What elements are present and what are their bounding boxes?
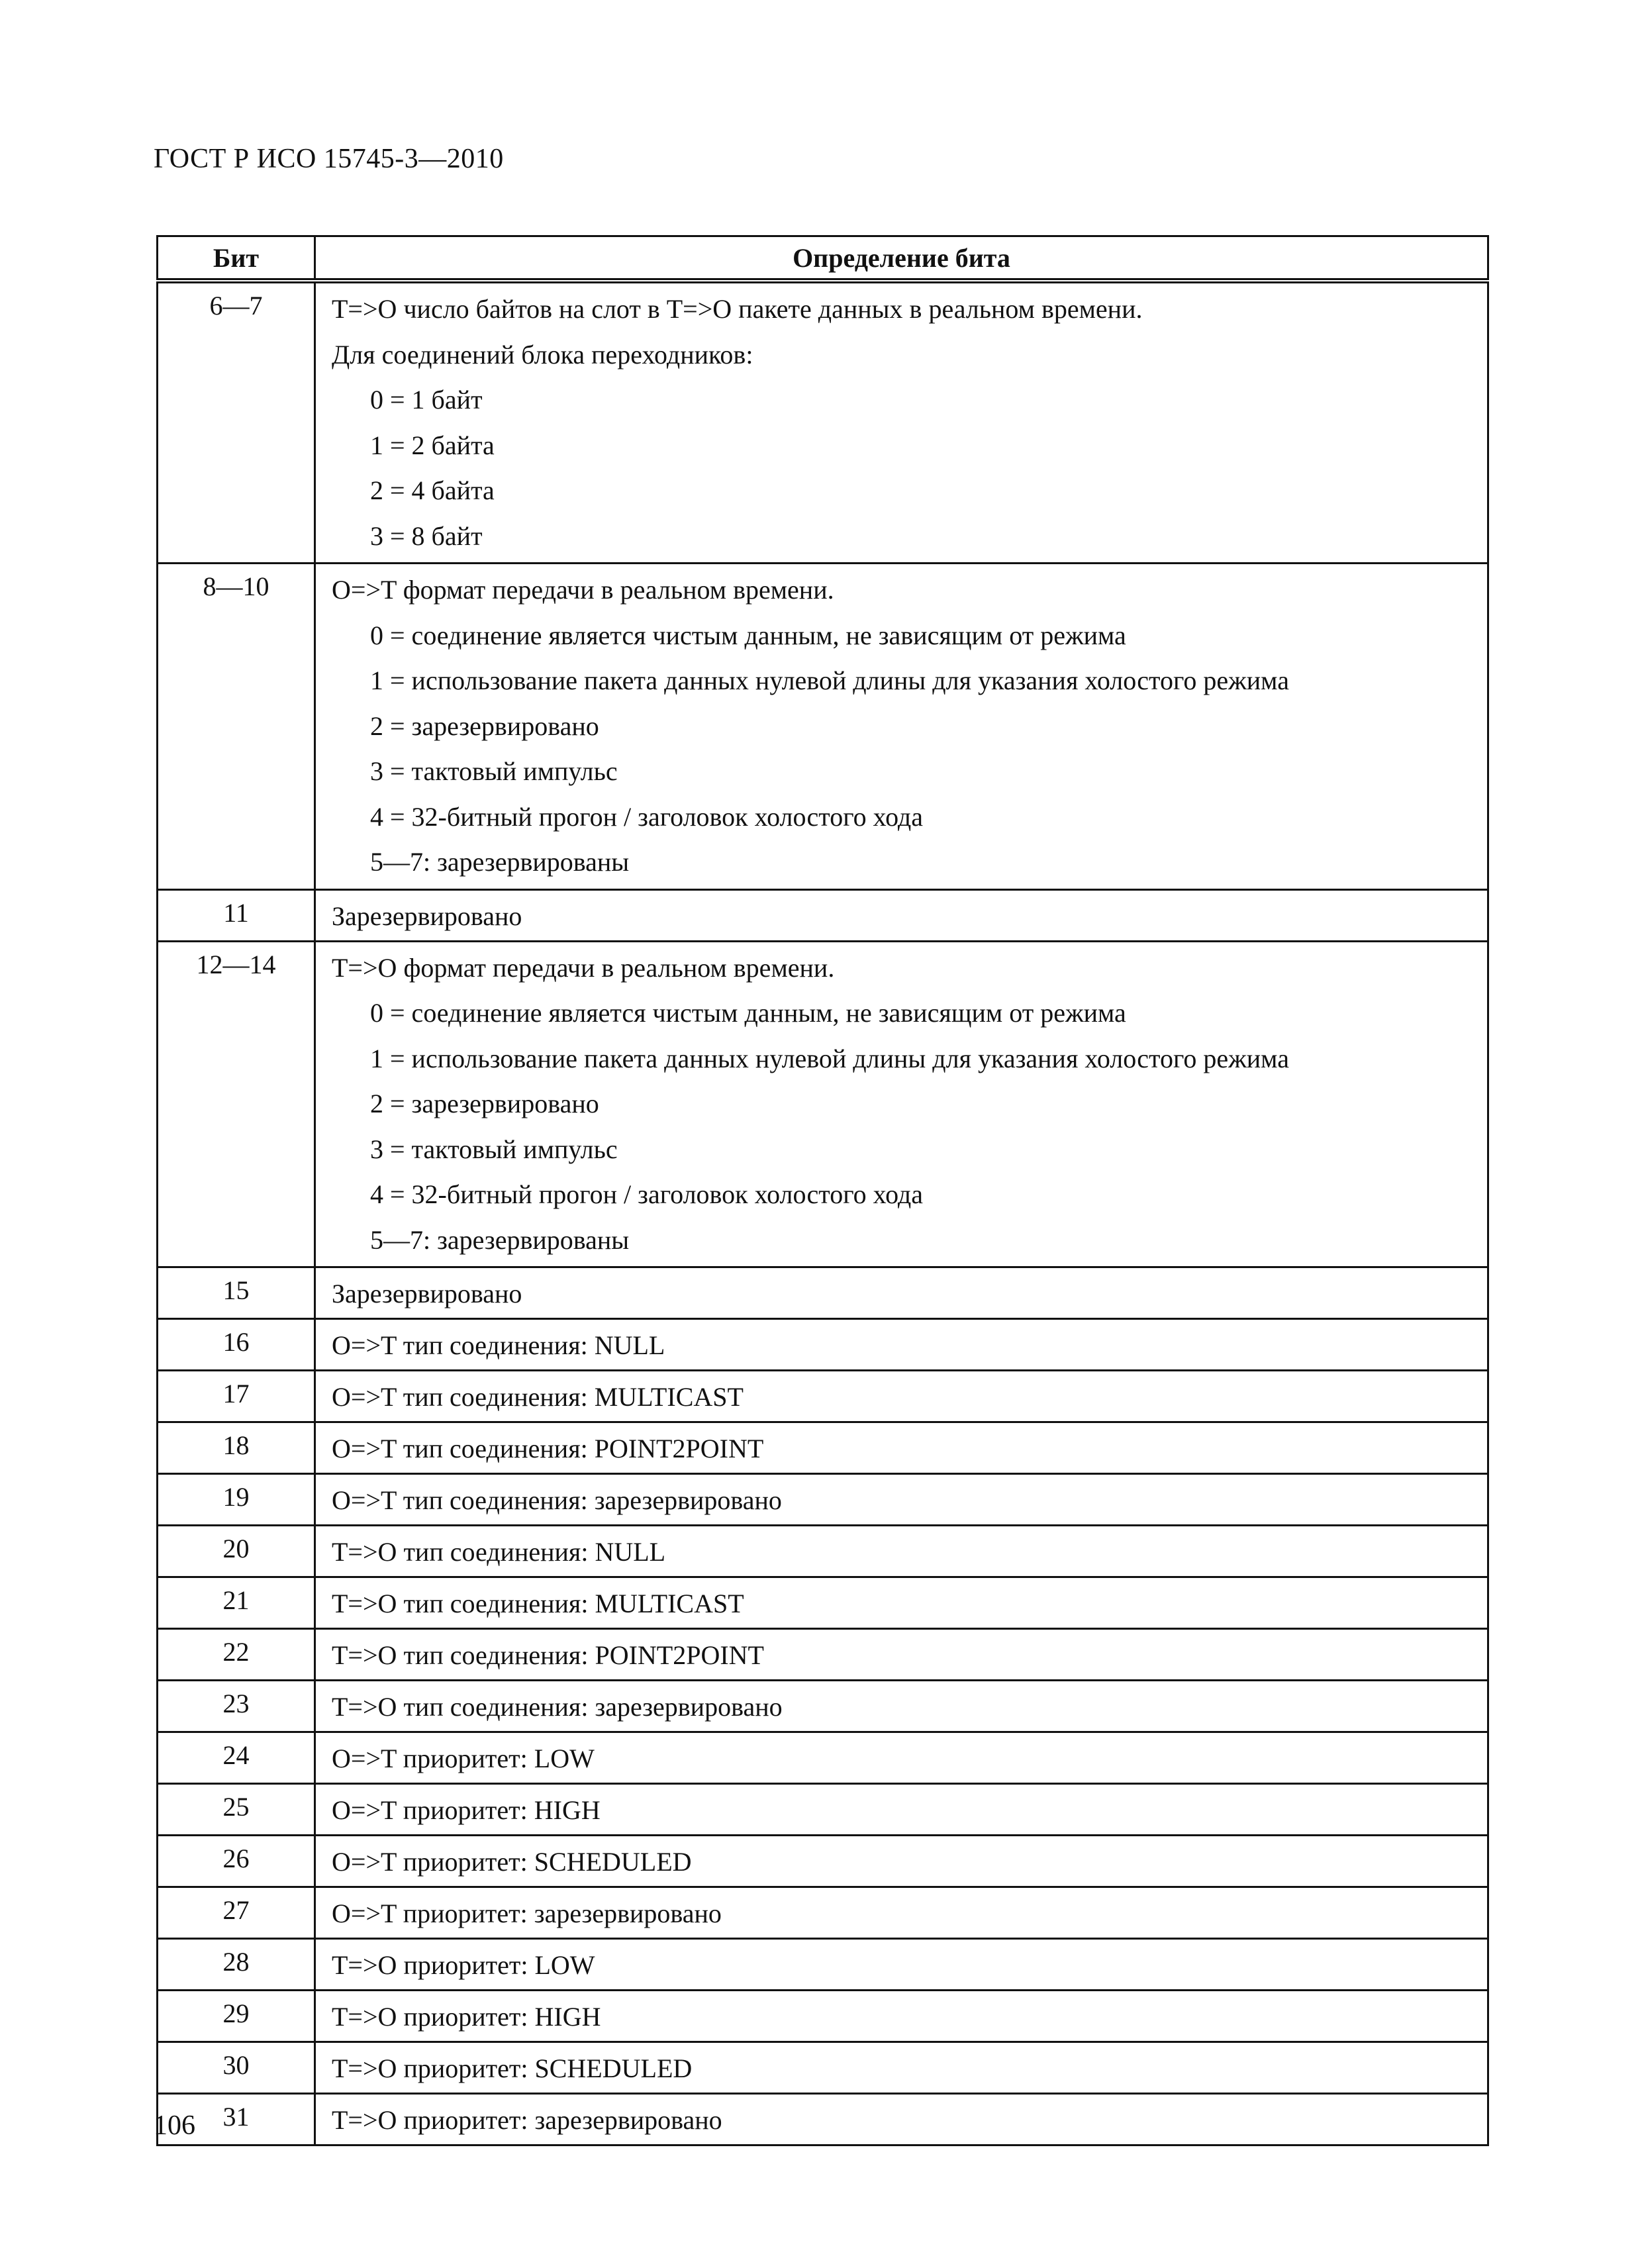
definition-cell xyxy=(315,1267,1488,1319)
bit-cell: 20 xyxy=(158,1526,315,1577)
bit-cell: 31 xyxy=(158,2094,315,2145)
definition-cell xyxy=(315,281,1488,564)
definition-line: Зарезервировано xyxy=(332,1279,522,1308)
bit-cell: 11 xyxy=(158,889,315,941)
definition-line: T=>O тип соединения: POINT2POINT xyxy=(332,1640,764,1670)
bit-cell: 24 xyxy=(158,1732,315,1784)
definition-line: T=>O тип соединения: MULTICAST xyxy=(332,1589,744,1618)
bit-cell: 12—14 xyxy=(158,941,315,1267)
definition-cell xyxy=(315,1939,1488,1991)
definition-line: O=>T тип соединения: POINT2POINT xyxy=(332,1434,764,1463)
definition-line: 2 = зарезервировано xyxy=(370,1089,599,1118)
column-header-bit: Бит xyxy=(158,236,315,281)
definition-cell xyxy=(315,1577,1488,1629)
bit-cell: 18 xyxy=(158,1422,315,1474)
table-row xyxy=(158,1991,1488,2042)
table-row xyxy=(158,941,1488,1267)
bit-cell: 16 xyxy=(158,1319,315,1371)
definition-cell xyxy=(315,1474,1488,1526)
table-row xyxy=(158,1732,1488,1784)
definition-cell xyxy=(315,2042,1488,2094)
definition-line: O=>T тип соединения: NULL xyxy=(332,1330,665,1360)
bit-cell: 19 xyxy=(158,1474,315,1526)
definition-cell xyxy=(315,564,1488,890)
definition-line: O=>T приоритет: LOW xyxy=(332,1744,595,1773)
table-row xyxy=(158,1836,1488,1887)
column-header-definition: Определение бита xyxy=(315,236,1488,281)
definition-line: 0 = 1 байт xyxy=(370,385,483,415)
definition-line: Зарезервировано xyxy=(332,901,522,931)
definition-line: O=>T приоритет: HIGH xyxy=(332,1795,601,1825)
table-row xyxy=(158,1422,1488,1474)
table-row xyxy=(158,1474,1488,1526)
definition-line: T=>O приоритет: LOW xyxy=(332,1950,595,1980)
definition-line: O=>T приоритет: SCHEDULED xyxy=(332,1847,692,1877)
definition-cell xyxy=(315,1732,1488,1784)
table-row xyxy=(158,1784,1488,1836)
definition-line: T=>O приоритет: зарезервировано xyxy=(332,2105,722,2135)
definition-line: 3 = 8 байт xyxy=(370,520,483,551)
table-row xyxy=(158,1319,1488,1371)
definition-line: T=>O тип соединения: зарезервировано xyxy=(332,1692,783,1722)
definition-line: T=>O число байтов на слот в T=>O пакете данных в реальном времени. xyxy=(332,294,1143,324)
bit-cell: 6—7 xyxy=(158,281,315,564)
definition-cell xyxy=(315,1371,1488,1422)
table-row xyxy=(158,1577,1488,1629)
definition-line: 2 = 4 байта xyxy=(370,475,495,505)
bit-cell: 26 xyxy=(158,1836,315,1887)
table-row xyxy=(158,281,1488,564)
definition-line: 4 = 32-битный прогон / заголовок холостого хода xyxy=(370,801,924,832)
definition-line: T=>O приоритет: HIGH xyxy=(332,2002,601,2032)
bit-cell: 21 xyxy=(158,1577,315,1629)
definition-cell xyxy=(315,1422,1488,1474)
table-header-row xyxy=(158,236,1488,281)
bit-cell: 29 xyxy=(158,1991,315,2042)
table-row xyxy=(158,1371,1488,1422)
definition-line: Для соединений блока переходников: xyxy=(332,339,753,370)
definition-cell xyxy=(315,1681,1488,1732)
definition-line: 3 = тактовый импульс xyxy=(370,756,618,786)
document-header: ГОСТ Р ИСО 15745-3—2010 xyxy=(154,144,504,174)
bit-definition-table xyxy=(156,235,1489,2146)
table-row xyxy=(158,2042,1488,2094)
definition-line: O=>T тип соединения: зарезервировано xyxy=(332,1485,782,1515)
page-number: 106 xyxy=(154,2110,195,2141)
bit-cell: 22 xyxy=(158,1629,315,1681)
definition-line: 1 = 2 байта xyxy=(370,430,495,460)
bit-cell: 23 xyxy=(158,1681,315,1732)
table-row xyxy=(158,1526,1488,1577)
definition-cell xyxy=(315,1319,1488,1371)
definition-line: 1 = использование пакета данных нулевой длины для указания холостого режима xyxy=(370,1043,1289,1073)
definition-line: 4 = 32-битный прогон / заголовок холостого хода xyxy=(370,1179,924,1209)
table-row xyxy=(158,1939,1488,1991)
definition-line: 2 = зарезервировано xyxy=(370,711,599,741)
definition-cell xyxy=(315,1526,1488,1577)
definition-line: T=>O формат передачи в реальном времени. xyxy=(332,952,835,983)
bit-cell: 30 xyxy=(158,2042,315,2094)
definition-line: T=>O тип соединения: NULL xyxy=(332,1537,666,1567)
definition-cell xyxy=(315,941,1488,1267)
definition-cell xyxy=(315,2094,1488,2145)
definition-cell xyxy=(315,1887,1488,1939)
definition-cell xyxy=(315,889,1488,941)
bit-cell: 25 xyxy=(158,1784,315,1836)
table-row xyxy=(158,889,1488,941)
definition-line: O=>T приоритет: зарезервировано xyxy=(332,1898,722,1928)
definition-line: 5—7: зарезервированы xyxy=(370,847,630,877)
definition-line: 5—7: зарезервированы xyxy=(370,1224,630,1255)
bit-cell: 28 xyxy=(158,1939,315,1991)
table-row xyxy=(158,1267,1488,1319)
definition-cell xyxy=(315,1629,1488,1681)
bit-cell: 27 xyxy=(158,1887,315,1939)
bit-cell: 17 xyxy=(158,1371,315,1422)
definition-line: 0 = соединение является чистым данным, не зависящим от режима xyxy=(370,620,1126,650)
definition-line: 3 = тактовый импульс xyxy=(370,1134,618,1164)
table-body xyxy=(158,281,1488,2145)
definition-line: O=>T тип соединения: MULTICAST xyxy=(332,1382,744,1412)
definition-cell xyxy=(315,1836,1488,1887)
bit-cell: 15 xyxy=(158,1267,315,1319)
table-row xyxy=(158,2094,1488,2145)
definition-cell xyxy=(315,1991,1488,2042)
table-row xyxy=(158,1629,1488,1681)
table-row xyxy=(158,564,1488,890)
definition-line: 0 = соединение является чистым данным, не зависящим от режима xyxy=(370,998,1126,1028)
definition-cell xyxy=(315,1784,1488,1836)
table-row xyxy=(158,1681,1488,1732)
bit-cell: 8—10 xyxy=(158,564,315,890)
definition-line: O=>T формат передачи в реальном времени. xyxy=(332,575,834,605)
definition-line: T=>O приоритет: SCHEDULED xyxy=(332,2053,693,2083)
definition-line: 1 = использование пакета данных нулевой длины для указания холостого режима xyxy=(370,666,1289,695)
table-row xyxy=(158,1887,1488,1939)
